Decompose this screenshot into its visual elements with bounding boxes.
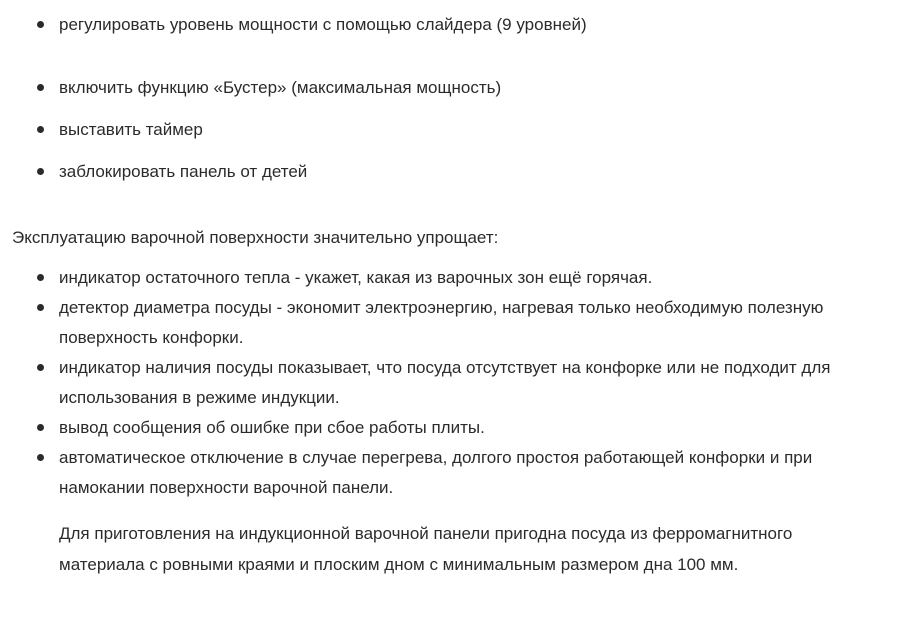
convenience-list — [0, 263, 900, 503]
list-item: автоматическое отключение в случае перегрева, долгого простоя работающей конфорки и при намокании поверхности варочной панели. — [0, 443, 900, 503]
intro-paragraph: Эксплуатацию варочной поверхности значительно упрощает: — [12, 228, 499, 247]
list-item: индикатор остаточного тепла - укажет, какая из варочных зон ещё горячая. — [0, 263, 900, 293]
list-item: индикатор наличия посуды показывает, что посуда отсутствует на конфорке или не подходит для использования в режиме индукции. — [0, 353, 900, 413]
cookware-note: Для приготовления на индукционной варочной панели пригодна посуда из ферромагнитного материала с ровными краями и плоским дном с минимальным размером дна 100 мм. — [59, 524, 793, 574]
list-item: вывод сообщения об ошибке при сбое работы плиты. — [0, 413, 900, 443]
list-item: выставить таймер — [0, 115, 900, 145]
list-item: регулировать уровень мощности с помощью слайдера (9 уровней) — [0, 10, 900, 40]
list-item: заблокировать панель от детей — [0, 157, 900, 187]
list-item: включить функцию «Бустер» (максимальная мощность) — [0, 73, 900, 103]
features-list — [0, 10, 900, 187]
list-item: детектор диаметра посуды - экономит электроэнергию, нагревая только необходимую полезную поверхность конфорки. — [0, 293, 900, 353]
